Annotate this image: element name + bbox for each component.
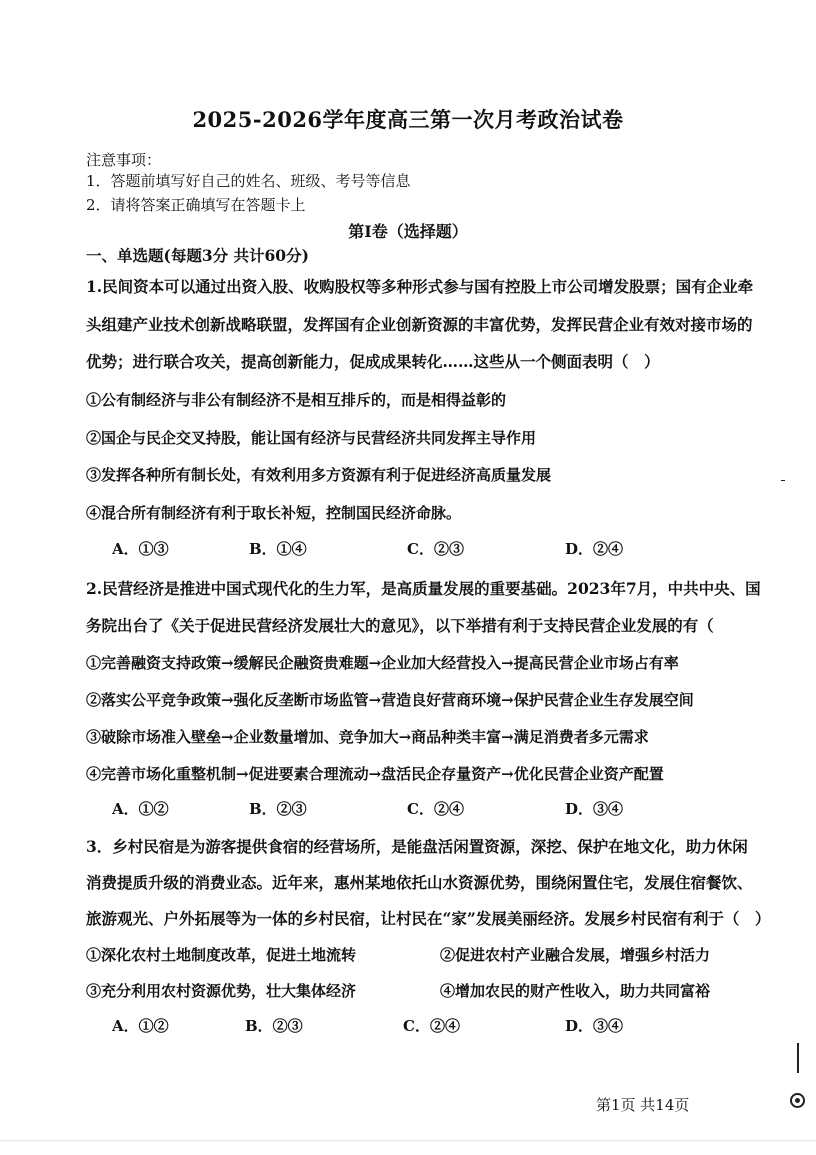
- question-3-line: 3．乡村民宿是为游客提供食宿的经营场所，是能盘活闲置资源，深挖、保护在地文化，助力休闲: [86, 837, 748, 856]
- note-item: 2．请将答案正确填写在答题卡上: [86, 196, 306, 214]
- question-2-line: 务院出台了《关于促进民营经济发展壮大的意见》，以下举措有利于支持民营企业发展的有（: [86, 616, 714, 635]
- question-1-statement: ④混合所有制经济有利于取长补短，控制国民经济命脉。: [86, 504, 462, 522]
- volume-title: 第Ⅰ卷（选择题）: [348, 222, 468, 241]
- question-1-statement: ①公有制经济与非公有制经济不是相互排斥的，而是相得益彰的: [86, 391, 507, 409]
- question-2-statement: ④完善市场化重整机制→促进要素合理流动→盘活民企存量资产→优化民营企业资产配置: [86, 765, 664, 783]
- question-3-statement: ①深化农村土地制度改革，促进土地流转: [86, 946, 357, 964]
- option-b: B．②③: [249, 800, 307, 818]
- question-3-statement: ②促进农村产业融合发展，增强乡村活力: [440, 946, 711, 964]
- scan-mark: [797, 1043, 799, 1073]
- option-b: B．①④: [249, 540, 307, 558]
- question-3-line: 消费提质升级的消费业态。近年来，惠州某地依托山水资源优势，围绕闲置住宅，发展住宿餐饮、: [86, 873, 753, 892]
- part-heading: 一、单选题(每题3分 共计60分): [86, 246, 309, 265]
- option-b: B．②③: [245, 1017, 303, 1035]
- scan-edge: [0, 1140, 816, 1141]
- option-a: A．①②: [112, 800, 169, 818]
- question-1-options: [112, 538, 712, 560]
- question-2-options: [112, 798, 712, 820]
- question-1-line: 头组建产业技术创新战略联盟，发挥国有企业创新资源的丰富优势，发挥民营企业有效对接市场的: [86, 315, 753, 334]
- exam-title: 2025-2026学年度高三第一次月考政治试卷: [192, 107, 624, 132]
- notes-heading: 注意事项：: [86, 151, 162, 169]
- question-2-statement: ③破除市场准入壁垒→企业数量增加、竞争加大→商品种类丰富→满足消费者多元需求: [86, 728, 649, 746]
- scan-mark: [781, 480, 785, 481]
- option-a: A．①②: [112, 1017, 169, 1035]
- option-c: C．②④: [407, 800, 464, 818]
- question-1-line: 优势；进行联合攻关，提高创新能力，促成成果转化……这些从一个侧面表明（ ）: [86, 352, 660, 371]
- question-3-statement: ③充分利用农村资源优势，壮大集体经济: [86, 982, 357, 1000]
- question-2-line: 2.民营经济是推进中国式现代化的生力军，是高质量发展的重要基础。2023年7月，中共中央、国: [86, 579, 761, 598]
- option-a: A．①③: [112, 540, 169, 558]
- option-c: C．②③: [407, 540, 464, 558]
- question-3-statement: ④增加农民的财产性收入，助力共同富裕: [440, 982, 711, 1000]
- option-d: D．③④: [565, 800, 624, 818]
- question-2-statement: ①完善融资支持政策→缓解民企融资贵难题→企业加大经营投入→提高民营企业市场占有率: [86, 654, 679, 672]
- page-number: 第1页 共14页: [596, 1096, 690, 1114]
- binding-hole-icon: [790, 1093, 805, 1108]
- option-d: D．②④: [565, 540, 624, 558]
- option-d: D．③④: [565, 1017, 624, 1035]
- question-3-line: 旅游观光、户外拓展等为一体的乡村民宿，让村民在“家”发展美丽经济。发展乡村民宿有利于（ ）: [86, 909, 771, 928]
- question-3-options: [112, 1015, 712, 1037]
- question-1-statement: ③发挥各种所有制长处，有效利用多方资源有利于促进经济高质量发展: [86, 466, 552, 484]
- option-c: C．②④: [403, 1017, 460, 1035]
- question-1-statement: ②国企与民企交叉持股，能让国有经济与民营经济共同发挥主导作用: [86, 429, 537, 447]
- note-item: 1．答题前填写好自己的姓名、班级、考号等信息: [86, 172, 411, 190]
- question-2-statement: ②落实公平竞争政策→强化反垄断市场监管→营造良好营商环境→保护民营企业生存发展空间: [86, 691, 694, 709]
- question-1-line: 1.民间资本可以通过出资入股、收购股权等多种形式参与国有控股上市公司增发股票；国有企业牵: [86, 277, 754, 296]
